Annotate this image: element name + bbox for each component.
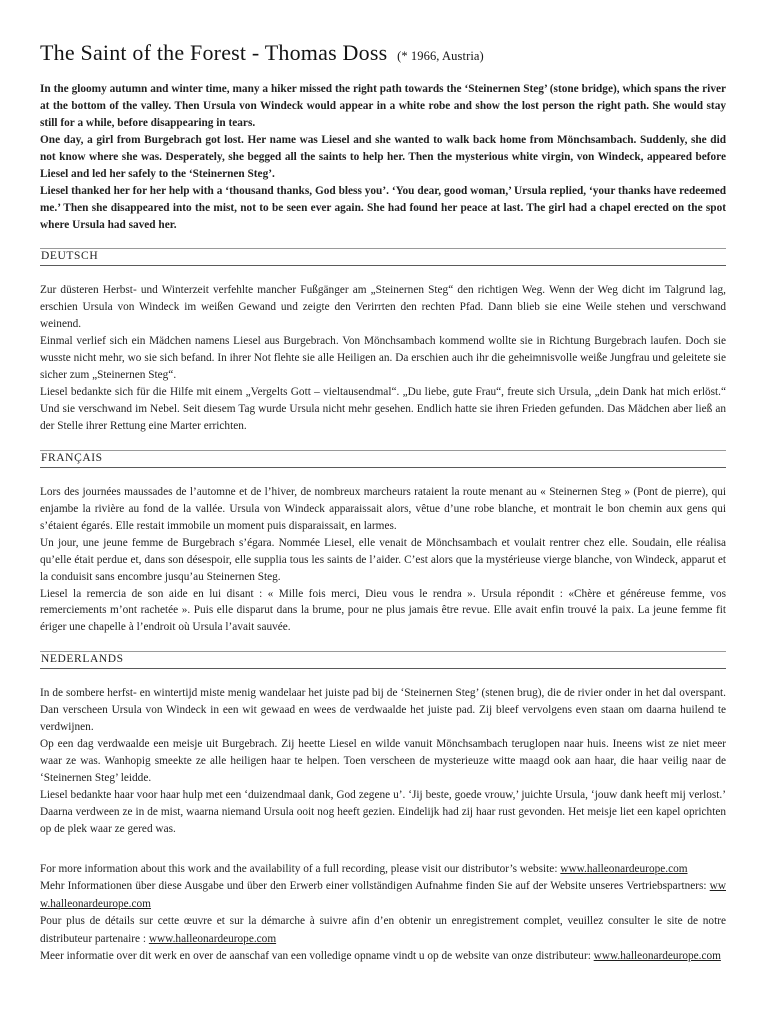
distributor-note-nederlands — [40, 948, 726, 966]
paragraph-english-1: In the gloomy autumn and winter time, many a hiker missed the right path towards the ‘Steinernen Steg’ (stone bridge), which spans the river at the bottom of the valley. Then Ursula von Windeck would appear in a white robe and show the lost person the right path. She would stay still for a while, before disappearing in tears. — [40, 83, 726, 129]
heading-label-nederlands: NEDERLANDS — [41, 653, 124, 666]
paragraph-nederlands-2: Op een dag verdwaalde een meisje uit Burgebrach. Zij heette Liesel en wilde vanuit Mönchsambach teruglopen naar huis. Ineens wist ze niet meer waar ze was. Wanhopig smeekte ze alle heiligen haar te helpen. Toen verscheen de mysterieuze witte maagd ook aan haar, die haar veilig naar de ‘Steinernen Steg’ leidde. — [40, 738, 726, 784]
distributor-note-english — [40, 861, 726, 879]
section-nederlands — [40, 685, 726, 837]
distributor-link-deutsch[interactable]: www.halleonardeurope.com — [40, 880, 726, 910]
section-heading-francais — [40, 450, 726, 468]
distributor-note-nederlands-text: Meer informatie over dit werk en over de aanschaf van een volledige opname vindt u op de website van onze distributeur: — [40, 950, 594, 963]
distributor-note-francais — [40, 913, 726, 948]
paragraph-nederlands-3: Liesel bedankte haar voor haar hulp met een ‘duizendmaal dank, God zegene u’. ‘Jij beste, goede vrouw,’ juichte Ursula, ‘jouw dank heeft mij verlost.’ Daarna verdween ze in de mist, waarna niemand Ursula ooit nog heeft gezien. Eindelijk had zij haar rust gevonden. Het meisje liet een kapel oprichten op de plek waar ze gered was. — [40, 788, 726, 835]
heading-label-francais: FRANÇAIS — [41, 451, 103, 464]
page-title — [40, 40, 726, 66]
distributor-note-deutsch-text: Mehr Informationen über diese Ausgabe und über den Erwerb einer vollständigen Aufnahme finden Sie auf der Website unseres Vertriebspartners: — [40, 880, 710, 893]
distributor-link-francais[interactable]: www.halleonardeurope.com — [148, 932, 277, 945]
distributor-note-deutsch — [40, 878, 726, 913]
distributor-note-francais-text: Pour plus de détails sur cette œuvre et sur la démarche à suivre afin d’en obtenir un enregistrement complet, veuillez consulter le site de notre distributeur partenaire : — [40, 915, 726, 945]
section-heading-nederlands — [40, 651, 726, 669]
section-english — [40, 81, 726, 233]
paragraph-francais-3: Liesel la remercia de son aide en lui disant : « Mille fois merci, Dieu vous le rendra ». Ursula répondit : «Chère et généreuse femme, vos remerciements m’ont rachetée ». Puis elle disparut dans la brume, pour ne plus jamais être revue. Elle avait enfin trouvé la paix. La jeune femme fit ériger une chapelle à l’endroit où Ursula l’avait sauvée. — [40, 587, 726, 634]
paragraph-francais-1: Lors des journées maussades de l’automne et de l’hiver, de nombreux marcheurs rataient la route menant au « Steinernen Steg » (Pont de pierre), qui enjambe la rivière au fond de la vallée. Ursula von Windeck apparaissait alors, vêtue d’une robe blanche, et montrait le bon chemin aux gens qui s’étaient égarés. Elle restait immobile un moment puis disparaissait, en larmes. — [40, 485, 726, 532]
distributor-info — [40, 861, 726, 966]
composer-birth-info: (* 1966, Austria) — [397, 49, 484, 63]
paragraph-francais-2: Un jour, une jeune femme de Burgebrach s’égara. Nommée Liesel, elle venait de Mönchsambach et voulait rentrer chez elle. Soudain, elle réalisa qu’elle était perdue et, dans son désespoir, elle supplia tous les saints de l’aider. C’est alors que la mystérieuse vierge blanche, von Windeck, apparut et la conduisit sans encombre jusqu’au Steinernen Steg. — [40, 536, 726, 583]
paragraph-english-3: Liesel thanked her for her help with a ‘thousand thanks, God bless you’. ‘You dear, good woman,’ Ursula replied, ‘your thanks have redeemed me.’ Then she disappeared into the mist, not to be seen ever again. She had found her peace at last. The girl had a chapel erected on the spot where Ursula had saved her. — [40, 184, 726, 231]
paragraph-english-2: One day, a girl from Burgebrach got lost. Her name was Liesel and she wanted to walk back home from Mönchsambach. Suddenly, she did not know where she was. Desperately, she begged all the saints to help her. Then the mysterious white virgin, von Windeck, appeared before Liesel and led her safely to the ‘Steinernen Steg’. — [40, 133, 726, 180]
heading-label-deutsch: DEUTSCH — [41, 250, 99, 263]
distributor-note-english-text: For more information about this work and the availability of a full recording, please visit our distributor’s website: — [40, 862, 561, 875]
section-deutsch — [40, 282, 726, 434]
distributor-link-english[interactable]: www.halleonardeurope.com — [560, 862, 688, 875]
paragraph-nederlands-1: In de sombere herfst- en wintertijd miste menig wandelaar het juiste pad bij de ‘Steinernen Steg’ (stenen brug), die de rivier onder in het dal overspant. Dan verscheen Ursula von Windeck in een wit gewaad en wees de verdwaalde het juiste pad. Zij bleef vervolgens even staan om daarna huilend te verdwijnen. — [40, 687, 726, 734]
section-heading-deutsch — [40, 248, 726, 266]
paragraph-deutsch-1: Zur düsteren Herbst- und Winterzeit verfehlte mancher Fußgänger am „Steinernen Steg“ den richtigen Weg. Wenn der Weg dicht im Talgrund lag, erschien Ursula von Windeck im weißen Gewand und zeigte den Verirrten den rechten Pfad. Dann blieb sie eine Weile stehen und verschwand weinend. — [40, 284, 726, 331]
paragraph-deutsch-2: Einmal verlief sich ein Mädchen namens Liesel aus Burgebrach. Von Mönchsambach kommend wollte sie in Richtung Burgebrach laufen. Doch sie wusste nicht mehr, wo sie sich befand. In ihrer Not flehte sie alle Heiligen an. Da erschien auch ihr die geheimnisvolle weiße Jungfrau und geleitete sie sicher zum „Steinernen Steg“. — [40, 335, 726, 382]
work-title: The Saint of the Forest - Thomas Doss — [40, 40, 388, 65]
section-francais — [40, 484, 726, 636]
distributor-link-nederlands[interactable]: www.halleonardeurope.com — [593, 950, 721, 963]
paragraph-deutsch-3: Liesel bedankte sich für die Hilfe mit einem „Vergelts Gott – vieltausendmal“. „Du liebe, gute Frau“, freute sich Ursula, „dein Dank hat mich erlöst.“ Und sie verschwand im Nebel. Seit diesem Tag wurde Ursula nicht mehr gesehen. Endlich hatte sie ihren Frieden gefunden. Das Mädchen aber ließ an der Stelle ihrer Rettung eine Marter errichten. — [40, 386, 726, 432]
